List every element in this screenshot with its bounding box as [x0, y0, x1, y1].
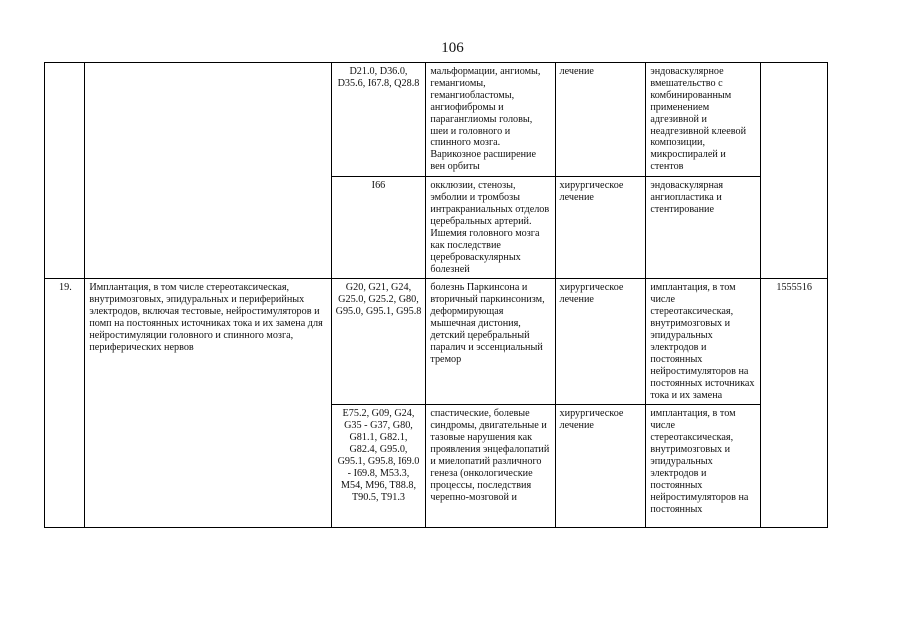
treatment-type-text: хирургическое лечение: [559, 408, 624, 432]
treatment-method-cell: эндоваскулярное вмешательство с комбинированным применением адгезивной и неадгезивной клеевой композиции, микроспиралей и стентов: [646, 63, 761, 177]
patient-model-cell: окклюзии, стенозы, эмболии и тромбозы интракраниальных отделов церебральных артерий. Ишемия головного мозга как последствие цереброваскулярных болезней: [426, 177, 555, 279]
icd-codes-cell: D21.0, D36.0, D35.6, I67.8, Q28.8: [331, 63, 426, 177]
medical-care-table: [44, 62, 828, 528]
icd-codes-cell: G20, G21, G24, G25.0, G25.2, G80, G95.0, G95.1, G95.8: [331, 279, 426, 405]
intervention-name-cell: [85, 63, 331, 279]
treatment-method-cell: эндоваскулярная ангиопластика и стентирование: [646, 177, 761, 279]
treatment-method-cell: имплантация, в том числе стереотаксическая, внутримозговых и эпидуральных электродов и постоянных нейростимуляторов на постоянных источниках тока и их замена: [646, 279, 761, 405]
patient-model-cell: болезнь Паркинсона и вторичный паркинсонизм, деформирующая мышечная дистония, детский церебральный паралич и эссенциальный тремор: [426, 279, 555, 405]
icd-codes-cell: [331, 405, 426, 528]
patient-model-cell: мальформации, ангиомы, гемангиомы, гемангиобластомы, ангиофибромы и параганглиомы головы, шеи и головного и спинного мозга. Варикозное расширение вен орбиты: [426, 63, 555, 177]
table-row: [45, 63, 828, 177]
icd-codes-cell: I66: [331, 177, 426, 279]
treatment-type-cell: хирургическое лечение: [555, 279, 646, 405]
treatment-type-cell: хирургическое лечение: [555, 177, 646, 279]
table-row: [45, 279, 828, 405]
intervention-name-cell: Имплантация, в том числе стереотаксическая, внутримозговых, эпидуральных и периферийных электродов, включая тестовые, нейростимуляторов и помп на постоянных источниках тока и их замена для нейростимуляции головного и спинного мозга, периферических нервов: [85, 279, 331, 528]
treatment-type-cell: лечение: [555, 63, 646, 177]
price-cell: 1555516: [761, 279, 828, 528]
treatment-type-cell: [555, 405, 646, 528]
icd-codes-text: E75.2, G09, G24, G35 - G37, G80, G81.1, G82.1, G82.4, G95.0, G95.1, G95.8, I69.0 - I69.8, M53.3, M54, M96, T88.8, T90.5, T91.3: [337, 408, 420, 503]
row-number-cell: 19.: [45, 279, 85, 528]
page-number: 106: [441, 40, 464, 56]
patient-model-cell: [426, 405, 555, 528]
patient-model-text: спастические, болевые синдромы, двигательные и тазовые нарушения как проявления энцефалопатий и миелопатий различного генеза (онкологические процессы, последствия черепно-мозговой и: [430, 408, 550, 503]
price-cell: [761, 63, 828, 279]
row-number-cell: [45, 63, 85, 279]
treatment-method-text: имплантация, в том числе стереотаксическая, внутримозговых и эпидуральных электродов и постоянных нейростимуляторов на постоянных: [650, 408, 749, 515]
treatment-method-cell: [646, 405, 761, 528]
